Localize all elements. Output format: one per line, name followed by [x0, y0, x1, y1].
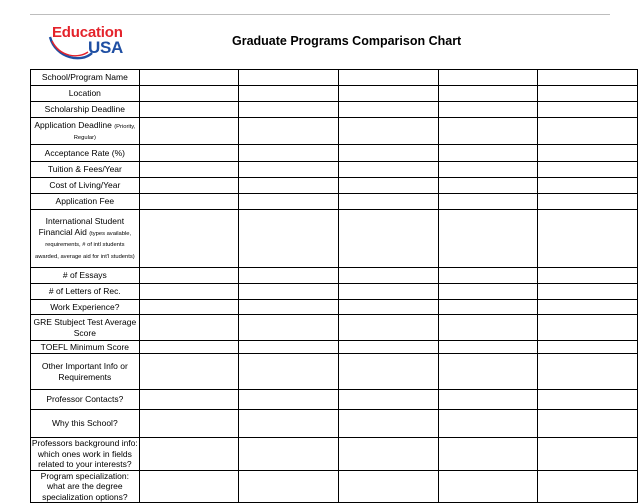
- table-cell[interactable]: [538, 315, 638, 341]
- row-label-text: Other Important Info or Requirements: [41, 361, 128, 382]
- table-cell[interactable]: [139, 470, 239, 503]
- row-label-text: Professor Contacts?: [46, 394, 124, 405]
- table-cell[interactable]: [538, 438, 638, 471]
- table-cell[interactable]: [239, 86, 339, 102]
- row-label: [31, 86, 140, 102]
- row-label: [31, 102, 140, 118]
- table-cell[interactable]: [139, 341, 239, 354]
- table-cell[interactable]: [339, 145, 439, 162]
- table-cell[interactable]: [538, 390, 638, 410]
- table-cell[interactable]: [239, 118, 339, 145]
- table-row: [31, 102, 638, 118]
- table-cell[interactable]: [438, 341, 538, 354]
- logo-text-education: Education: [52, 24, 123, 41]
- row-label: [31, 178, 140, 194]
- table-cell[interactable]: [538, 194, 638, 210]
- table-cell[interactable]: [538, 341, 638, 354]
- table-row: [31, 162, 638, 178]
- row-label: [31, 300, 140, 315]
- table-cell[interactable]: [139, 178, 239, 194]
- table-row: [31, 194, 638, 210]
- table-cell[interactable]: [339, 354, 439, 390]
- row-label-text: Application Deadline: [34, 119, 112, 130]
- table-cell[interactable]: [239, 70, 339, 86]
- row-label: [31, 284, 140, 300]
- table-cell[interactable]: [339, 194, 439, 210]
- table-cell[interactable]: [538, 300, 638, 315]
- table-row: [31, 438, 638, 471]
- table-cell[interactable]: [139, 315, 239, 341]
- row-label: [31, 70, 140, 86]
- table-cell[interactable]: [239, 438, 339, 471]
- row-label: [31, 118, 140, 145]
- table-cell[interactable]: [339, 410, 439, 438]
- table-cell[interactable]: [139, 300, 239, 315]
- table-cell[interactable]: [339, 210, 439, 268]
- row-label: [31, 268, 140, 284]
- table-row: [31, 470, 638, 503]
- row-label: [31, 438, 140, 471]
- table-cell[interactable]: [538, 145, 638, 162]
- table-cell[interactable]: [339, 438, 439, 471]
- table-cell[interactable]: [139, 268, 239, 284]
- row-label-text: International Student Financial Aid: [38, 216, 125, 237]
- row-label: [31, 162, 140, 178]
- table-cell[interactable]: [139, 410, 239, 438]
- table-cell[interactable]: [538, 162, 638, 178]
- table-cell[interactable]: [438, 162, 538, 178]
- table-row: [31, 118, 638, 145]
- page-title: Graduate Programs Comparison Chart: [232, 34, 462, 48]
- table-cell[interactable]: [139, 145, 239, 162]
- table-row: [31, 268, 638, 284]
- table-cell[interactable]: [438, 118, 538, 145]
- table-cell[interactable]: [239, 210, 339, 268]
- table-cell[interactable]: [538, 354, 638, 390]
- table-cell[interactable]: [339, 86, 439, 102]
- table-cell[interactable]: [239, 102, 339, 118]
- table-cell[interactable]: [139, 86, 239, 102]
- table-cell[interactable]: [139, 118, 239, 145]
- row-label-text: TOEFL Minimum Score: [40, 341, 129, 352]
- table-cell[interactable]: [538, 210, 638, 268]
- table-row: [31, 410, 638, 438]
- table-cell[interactable]: [538, 284, 638, 300]
- table-cell[interactable]: [438, 70, 538, 86]
- table-cell[interactable]: [239, 178, 339, 194]
- table-cell[interactable]: [438, 470, 538, 503]
- table-cell[interactable]: [438, 300, 538, 315]
- table-cell[interactable]: [139, 70, 239, 86]
- table-cell[interactable]: [438, 210, 538, 268]
- table-cell[interactable]: [139, 284, 239, 300]
- row-label-text: Application Fee: [55, 196, 115, 207]
- row-label-text: School/Program Name: [41, 72, 128, 83]
- table-row: [31, 178, 638, 194]
- row-label-note: (Priority, Regular): [73, 123, 136, 141]
- row-label-note: (types available, requirements, # of intl students awarded, average aid for int'l students): [34, 230, 135, 260]
- table-cell[interactable]: [239, 162, 339, 178]
- table-cell[interactable]: [339, 341, 439, 354]
- table-row: [31, 284, 638, 300]
- row-label: [31, 470, 140, 503]
- comparison-table: [30, 69, 638, 503]
- table-cell[interactable]: [139, 102, 239, 118]
- table-cell[interactable]: [339, 300, 439, 315]
- table-cell[interactable]: [339, 178, 439, 194]
- table-row: [31, 315, 638, 341]
- table-cell[interactable]: [438, 102, 538, 118]
- row-label: [31, 390, 140, 410]
- table-cell[interactable]: [438, 390, 538, 410]
- row-label: [31, 315, 140, 341]
- table-cell[interactable]: [339, 284, 439, 300]
- table-cell[interactable]: [239, 354, 339, 390]
- table-cell[interactable]: [239, 410, 339, 438]
- table-row: [31, 210, 638, 268]
- table-cell[interactable]: [339, 390, 439, 410]
- table-cell[interactable]: [239, 341, 339, 354]
- row-label-text: # of Essays: [62, 270, 107, 281]
- table-cell[interactable]: [339, 470, 439, 503]
- row-label: [31, 210, 140, 268]
- table-cell[interactable]: [239, 470, 339, 503]
- table-cell[interactable]: [538, 178, 638, 194]
- table-cell[interactable]: [239, 268, 339, 284]
- row-label-text: # of Letters of Rec.: [48, 286, 121, 297]
- row-label-text: Tuition & Fees/Year: [47, 164, 122, 175]
- table-row: [31, 86, 638, 102]
- table-cell[interactable]: [139, 210, 239, 268]
- row-label-text: Location: [68, 88, 101, 99]
- table-cell[interactable]: [239, 300, 339, 315]
- table-cell[interactable]: [438, 194, 538, 210]
- row-label-text: Work Experience?: [50, 301, 120, 312]
- table-cell[interactable]: [339, 162, 439, 178]
- table-row: [31, 70, 638, 86]
- row-label-text: Program specialization: what are the degree specialization options?: [40, 470, 130, 502]
- table-cell[interactable]: [438, 315, 538, 341]
- row-label: [31, 354, 140, 390]
- table-cell[interactable]: [538, 86, 638, 102]
- table-row: [31, 390, 638, 410]
- table-cell[interactable]: [139, 354, 239, 390]
- table-cell[interactable]: [438, 268, 538, 284]
- table-cell[interactable]: [239, 390, 339, 410]
- table-cell[interactable]: [438, 284, 538, 300]
- table-cell[interactable]: [538, 70, 638, 86]
- logo-text-usa: USA: [88, 38, 123, 57]
- table-cell[interactable]: [538, 102, 638, 118]
- row-label: [31, 145, 140, 162]
- row-label-text: Cost of Living/Year: [49, 180, 121, 191]
- table-row: [31, 300, 638, 315]
- table-row: [31, 145, 638, 162]
- table-cell[interactable]: [339, 70, 439, 86]
- table-row: [31, 341, 638, 354]
- table-cell[interactable]: [438, 410, 538, 438]
- row-label: [31, 194, 140, 210]
- table-cell[interactable]: [239, 145, 339, 162]
- table-cell[interactable]: [139, 194, 239, 210]
- table-cell[interactable]: [339, 315, 439, 341]
- table-cell[interactable]: [339, 268, 439, 284]
- education-usa-logo: [48, 23, 148, 63]
- row-label-text: Acceptance Rate (%): [44, 147, 125, 158]
- table-cell[interactable]: [538, 410, 638, 438]
- table-cell[interactable]: [139, 438, 239, 471]
- table-cell[interactable]: [139, 390, 239, 410]
- row-label-text: Professors background info: which ones work in fields related to your interests?: [31, 438, 138, 469]
- table-cell[interactable]: [139, 162, 239, 178]
- row-label-text: Scholarship Deadline: [44, 104, 125, 115]
- table-cell[interactable]: [438, 86, 538, 102]
- table-cell[interactable]: [239, 194, 339, 210]
- table-cell[interactable]: [538, 470, 638, 503]
- row-label-text: Why this School?: [52, 418, 118, 429]
- top-rule: [30, 14, 610, 15]
- table-cell[interactable]: [538, 268, 638, 284]
- table-cell[interactable]: [438, 438, 538, 471]
- table-row: [31, 354, 638, 390]
- table-cell[interactable]: [538, 118, 638, 145]
- table-cell[interactable]: [239, 284, 339, 300]
- row-label: [31, 341, 140, 354]
- row-label: [31, 410, 140, 438]
- row-label-text: GRE Stubject Test Average Score: [33, 317, 137, 338]
- table-cell[interactable]: [339, 118, 439, 145]
- table-cell[interactable]: [239, 315, 339, 341]
- table-cell[interactable]: [438, 145, 538, 162]
- table-cell[interactable]: [438, 354, 538, 390]
- table-cell[interactable]: [339, 102, 439, 118]
- table-cell[interactable]: [438, 178, 538, 194]
